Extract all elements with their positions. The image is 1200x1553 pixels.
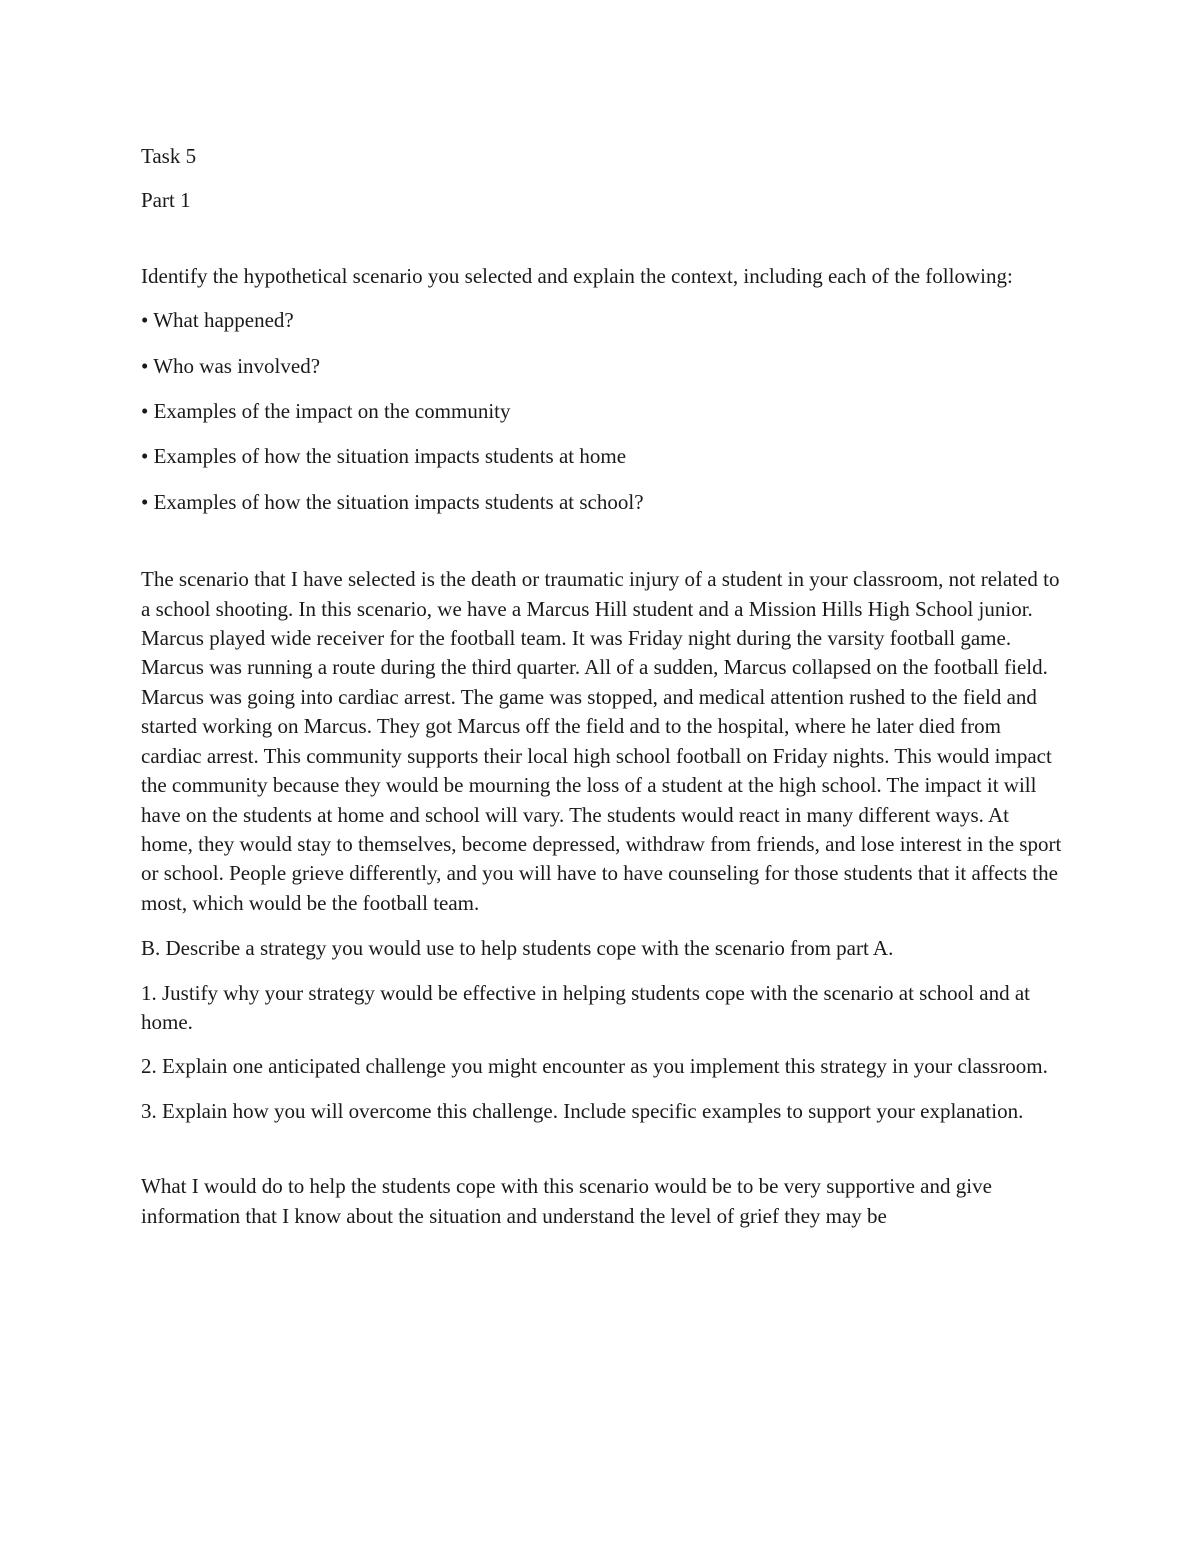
question-item: 1. Justify why your strategy would be effective in helping students cope with the scenario at school and at home. (141, 980, 1030, 1034)
prompt-bullet: • Examples of how the situation impacts students at home (141, 444, 627, 469)
part-heading: Part 1 (141, 188, 191, 213)
question-item: 3. Explain how you will overcome this challenge. Include specific examples to support your explanation. (141, 1098, 1024, 1123)
prompt-bullet: • Examples of the impact on the community (141, 399, 511, 424)
answer-part-b: What I would do to help the students cope with this scenario would be to be very supportive and give information that I know about the situation and understand the level of grief they may be (141, 1174, 992, 1228)
prompt-bullet: • Examples of how the situation impacts students at school? (141, 489, 644, 514)
document-body (141, 142, 1063, 1247)
task-title: Task 5 (141, 144, 197, 168)
prompt-bullet: • What happened? (141, 308, 294, 333)
answer-part-a: The scenario that I have selected is the death or traumatic injury of a student in your classroom, not related to a school shooting. In this scenario, we have a Marcus Hill student and a Mission Hills High School junior. Marcus played wide receiver for the football team. It was Friday night during the varsity football game. Marcus was running a route during the third quarter. All of a sudden, Marcus collapsed on the football field. Marcus was going into cardiac arrest. The game was stopped, and medical attention rushed to the field and started working on Marcus. They got Marcus off the field and to the hospital, where he later died from cardiac arrest. This community supports their local high school football on Friday nights. This would impact the community because they would be mourning the loss of a student at the high school. The impact it will have on the students at home and school will vary. The students would react in many different ways. At home, they would stay to themselves, become depressed, withdraw from friends, and lose interest in the sport or school. People grieve differently, and you will have to have counseling for those students that it affects the most, which would be the football team. (141, 567, 1062, 915)
question-item: 2. Explain one anticipated challenge you might encounter as you implement this strategy in your classroom. (141, 1054, 1048, 1079)
prompt-bullet: • Who was involved? (141, 353, 321, 378)
section-b-prompt: B. Describe a strategy you would use to help students cope with the scenario from part A. (141, 936, 894, 961)
prompt-intro: Identify the hypothetical scenario you selected and explain the context, including each of the following: (141, 263, 1013, 288)
